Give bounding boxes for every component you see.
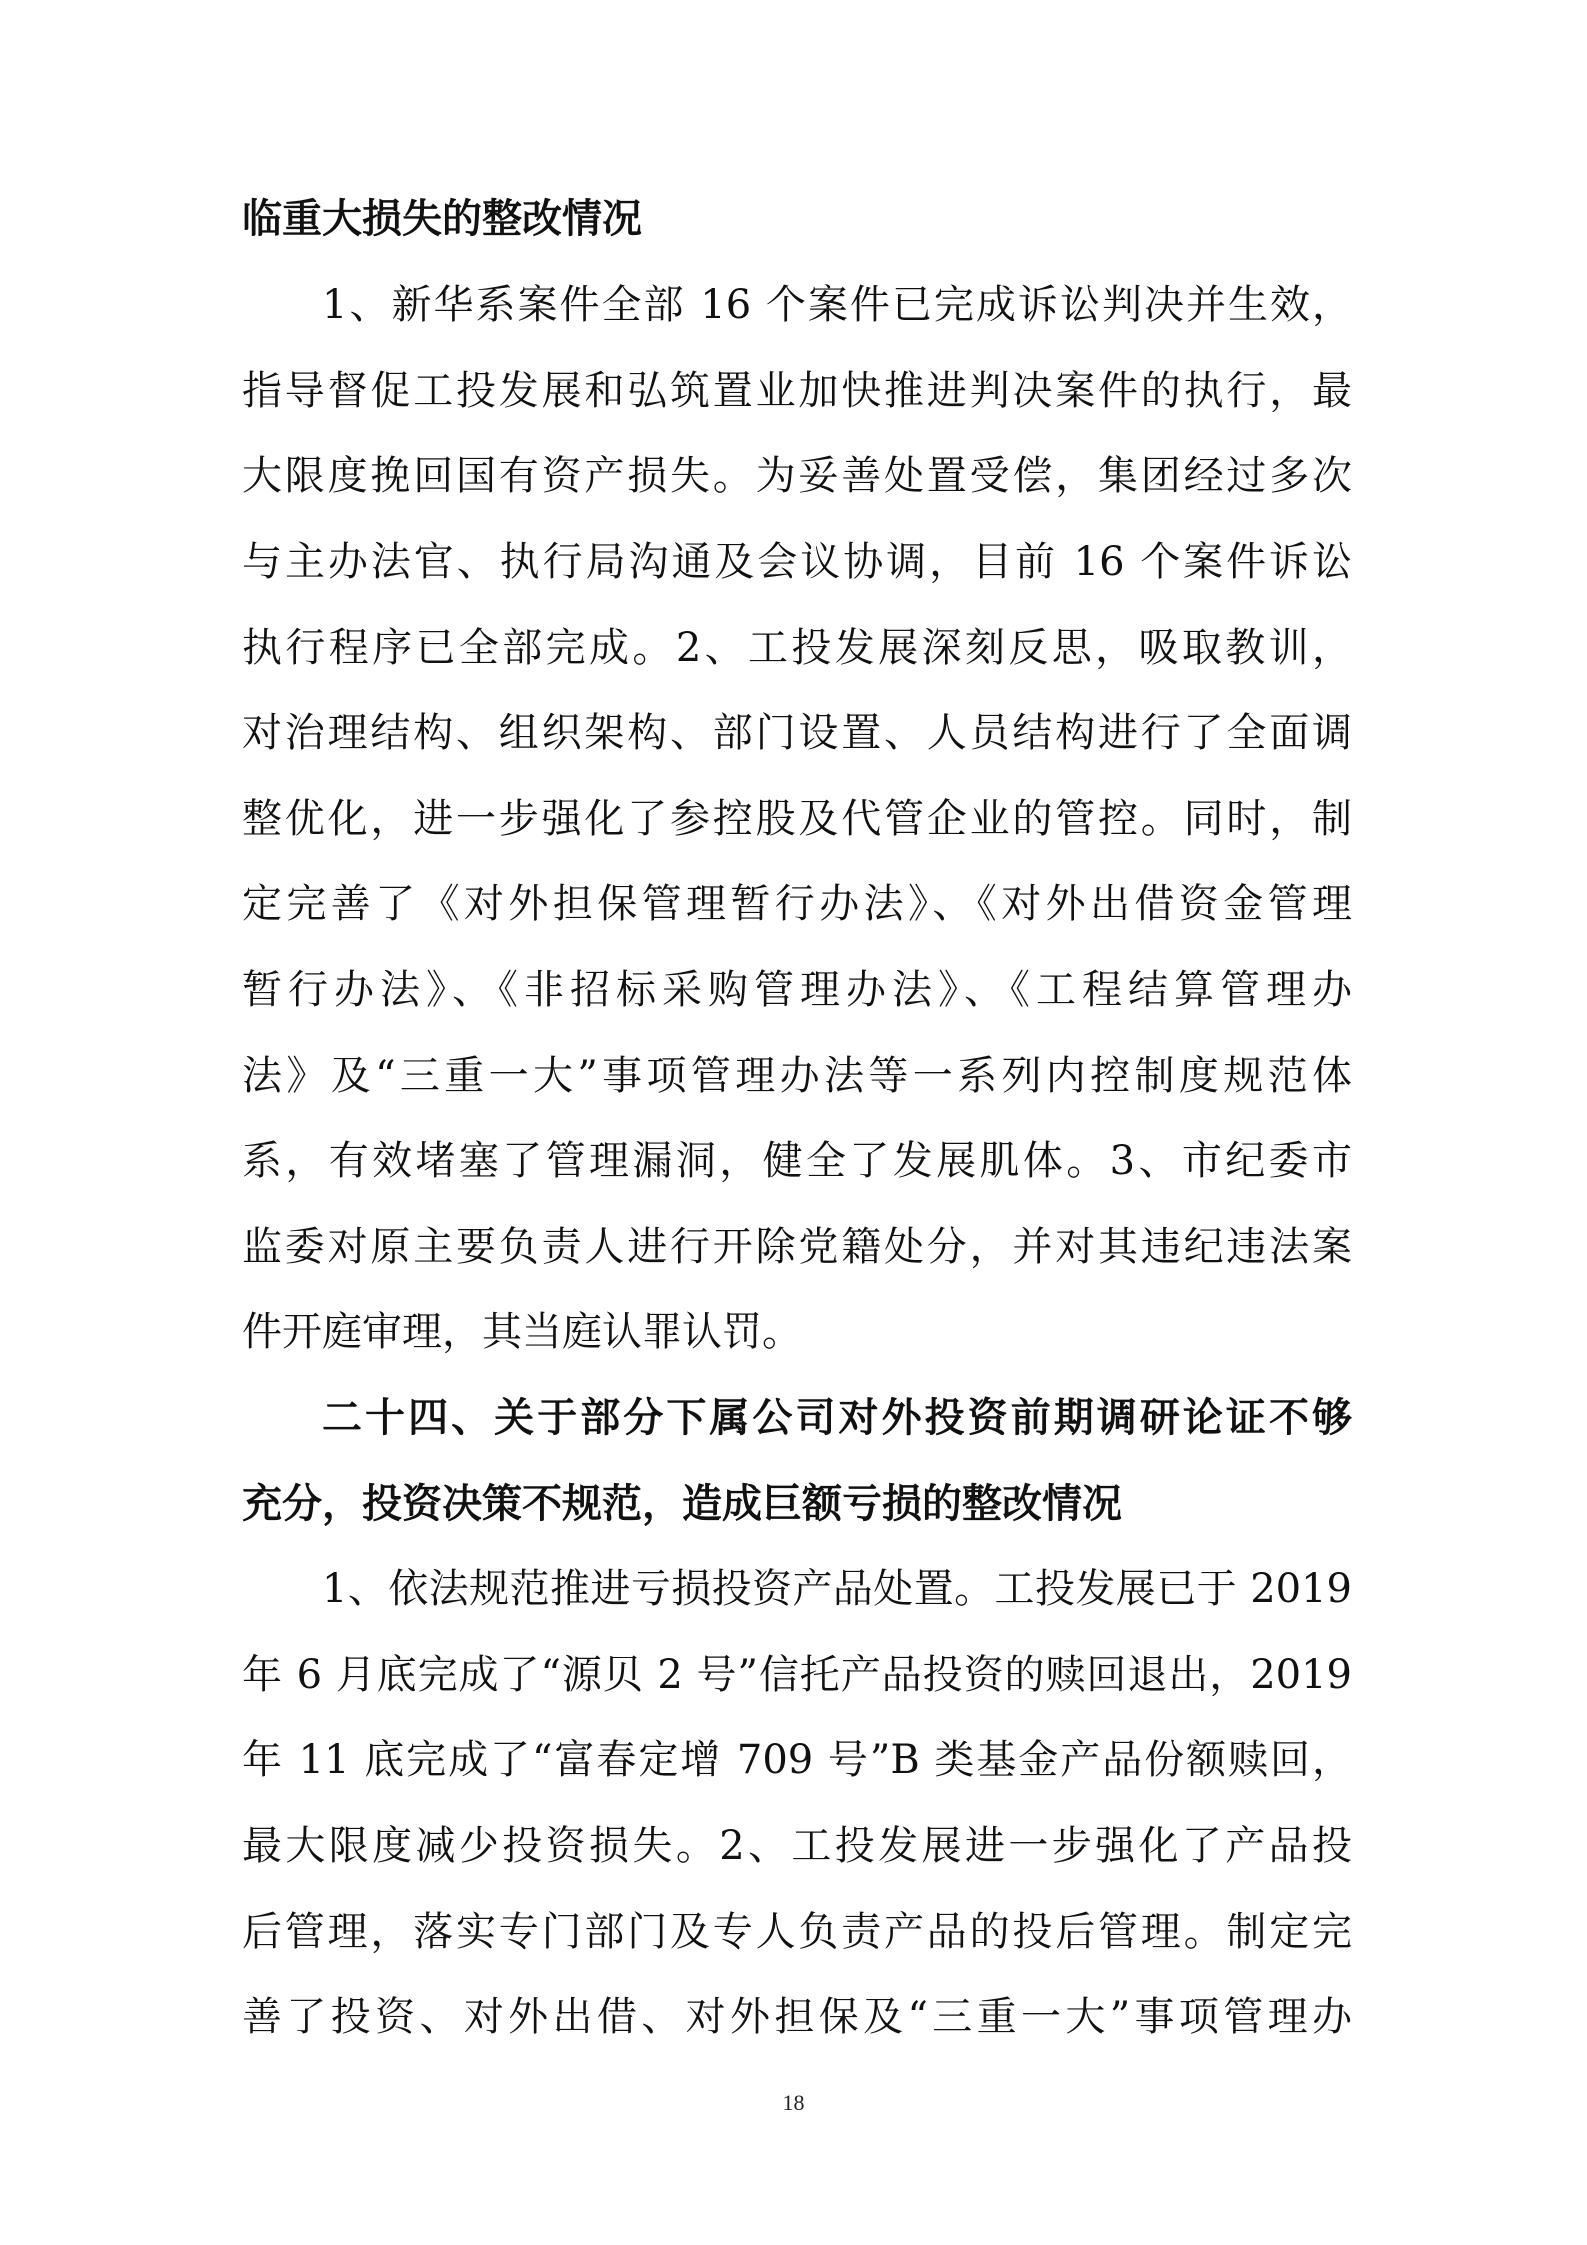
text-line: 1、依法规范推进亏损投资产品处置。工投发展已于 2019 (322, 1566, 1352, 1612)
text-line: 整优化，进一步强化了参控股及代管企业的管控。同时，制 (242, 796, 1352, 842)
text-line: 后管理，落实专门部门及专人负责产品的投后管理。制定完 (242, 1909, 1352, 1955)
text-line: 指导督促工投发展和弘筑置业加快推进判决案件的执行，最 (242, 368, 1352, 414)
text-line: 暂行办法》、《非招标采购管理办法》、《工程结算管理办 (242, 967, 1352, 1013)
text-line: 法》及“三重一大”事项管理办法等一系列内控制度规范体 (242, 1053, 1352, 1099)
text-line: 1、新华系案件全部 16 个案件已完成诉讼判决并生效， (322, 282, 1352, 328)
section-heading-line: 充分，投资决策不规范，造成巨额亏损的整改情况 (242, 1481, 1122, 1527)
text-line: 执行程序已全部完成。2、工投发展深刻反思，吸取教训， (242, 625, 1352, 671)
text-line: 年 6 月底完成了“源贝 2 号”信托产品投资的赎回退出，2019 (242, 1652, 1352, 1698)
text-line: 件开庭审理，其当庭认罪认罚。 (242, 1309, 802, 1355)
text-line: 临重大损失的整改情况 (242, 196, 642, 242)
section-heading-line: 二十四、关于部分下属公司对外投资前期调研论证不够 (322, 1395, 1352, 1441)
text-line: 最大限度减少投资损失。2、工投发展进一步强化了产品投 (242, 1823, 1352, 1869)
text-line: 大限度挽回国有资产损失。为妥善处置受偿，集团经过多次 (242, 453, 1352, 499)
text-line: 善了投资、对外出借、对外担保及“三重一大”事项管理办 (242, 1994, 1352, 2040)
page-number: 18 (782, 2090, 805, 2115)
text-line: 与主办法官、执行局沟通及会议协调，目前 16 个案件诉讼 (242, 539, 1352, 585)
text-line: 定完善了《对外担保管理暂行办法》、《对外出借资金管理 (242, 881, 1352, 927)
text-line: 监委对原主要负责人进行开除党籍处分，并对其违纪违法案 (242, 1224, 1352, 1270)
text-line: 对治理结构、组织架构、部门设置、人员结构进行了全面调 (242, 710, 1352, 756)
text-line: 系，有效堵塞了管理漏洞，健全了发展肌体。3、市纪委市 (242, 1138, 1352, 1184)
text-line: 年 11 底完成了“富春定增 709 号”B 类基金产品份额赎回， (242, 1737, 1352, 1783)
